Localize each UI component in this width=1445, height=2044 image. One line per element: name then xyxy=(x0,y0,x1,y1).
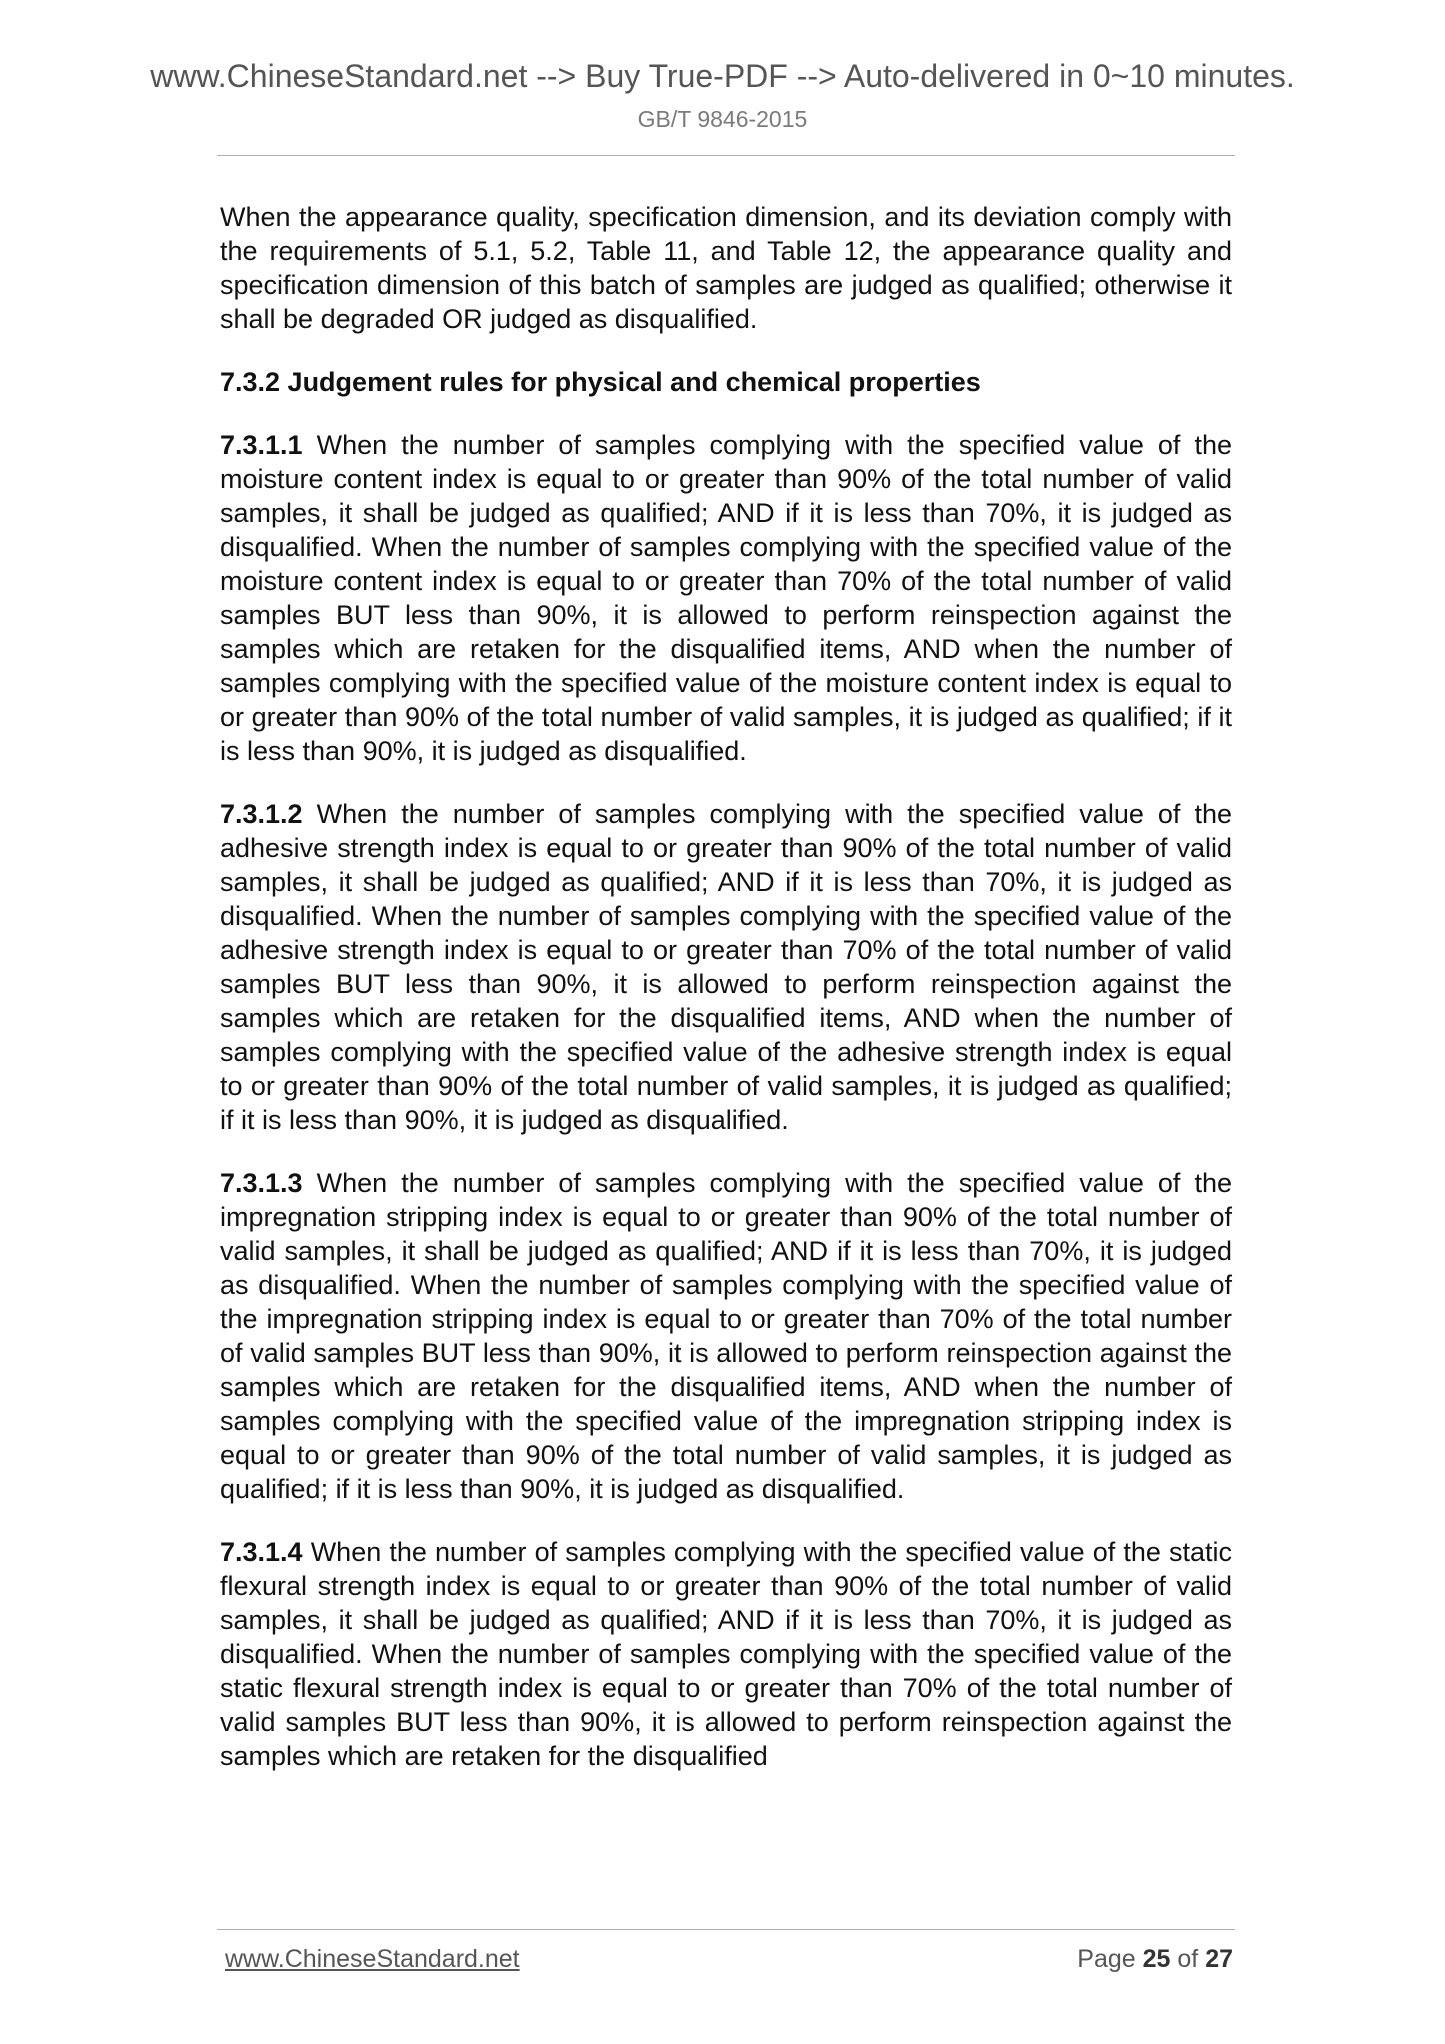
clause-7-3-1-3 xyxy=(220,1166,1232,1506)
header-banner[interactable]: www.ChineseStandard.net --> Buy True-PDF --> Auto-delivered in 0~10 minutes. xyxy=(150,58,1295,94)
footer-website-link[interactable]: www.ChineseStandard.net xyxy=(225,1945,520,1973)
clause-text: When the number of samples complying with the specified value of the adhesive strength index is equal to or greater than 90% of the total number of valid samples, it shall be judged as qualified; AND if it is less than 70%, it is judged as disqualified. When the number of samples complying with the specified value of the adhesive strength index is equal to or greater than 70% of the total number of valid samples BUT less than 90%, it is allowed to perform reinspection against the samples which are retaken for the disqualified items, AND when the number of samples complying with the specified value of the adhesive strength index is equal to or greater than 90% of the total number of valid samples, it is judged as qualified; if it is less than 90%, it is judged as disqualified. xyxy=(220,799,1232,1135)
clause-text: When the number of samples complying with the specified value of the static flexural strength index is equal to or greater than 90% of the total number of valid samples, it shall be judged as qualified; AND if it is less than 70%, it is judged as disqualified. When the number of samples complying with the specified value of the static flexural strength index is equal to or greater than 70% of the total number of valid samples BUT less than 90%, it is allowed to perform reinspection against the samples which are retaken for the disqualified xyxy=(220,1537,1232,1771)
page-total: 27 xyxy=(1205,1945,1233,1973)
clause-text: When the number of samples complying with the specified value of the impregnation stripping index is equal to or greater than 90% of the total number of valid samples, it shall be judged as qualified; AND if it is less than 70%, it is judged as disqualified. When the number of samples complying with the specified value of the impregnation stripping index is equal to or greater than 70% of the total number of valid samples BUT less than 90%, it is allowed to perform reinspection against the samples which are retaken for the disqualified items, AND when the number of samples complying with the specified value of the impregnation stripping index is equal to or greater than 90% of the total number of valid samples, it is judged as qualified; if it is less than 90%, it is judged as disqualified. xyxy=(220,1168,1232,1504)
clause-7-3-1-1 xyxy=(220,428,1232,768)
intro-paragraph: When the appearance quality, specification dimension, and its deviation comply with the requirements of 5.1, 5.2, Table 11, and Table 12, the appearance quality and specification dimension of this batch of samples are judged as qualified; otherwise it shall be degraded OR judged as disqualified. xyxy=(220,202,1232,334)
header-divider xyxy=(217,155,1235,156)
clause-number: 7.3.1.2 xyxy=(220,799,303,829)
clause-number: 7.3.1.4 xyxy=(220,1537,303,1567)
clause-text: When the number of samples complying with the specified value of the moisture content index is equal to or greater than 90% of the total number of valid samples, it shall be judged as qualified; AND if it is less than 70%, it is judged as disqualified. When the number of samples complying with the specified value of the moisture content index is equal to or greater than 70% of the total number of valid samples BUT less than 90%, it is allowed to perform reinspection against the samples which are retaken for the disqualified items, AND when the number of samples complying with the specified value of the moisture content index is equal to or greater than 90% of the total number of valid samples, it is judged as qualified; if it is less than 90%, it is judged as disqualified. xyxy=(220,430,1232,766)
section-heading: 7.3.2 Judgement rules for physical and chemical properties xyxy=(220,367,981,397)
page-separator: of xyxy=(1177,1945,1199,1973)
document-body xyxy=(220,200,1232,1802)
page-current: 25 xyxy=(1142,1945,1171,1973)
page-prefix: Page xyxy=(1077,1945,1136,1973)
clause-7-3-1-4 xyxy=(220,1535,1232,1773)
page-number xyxy=(1077,1945,1233,1974)
footer-divider xyxy=(217,1929,1235,1930)
clause-number: 7.3.1.1 xyxy=(220,430,303,460)
clause-7-3-1-2 xyxy=(220,797,1232,1137)
clause-number: 7.3.1.3 xyxy=(220,1168,303,1198)
standard-code: GB/T 9846-2015 xyxy=(637,106,808,132)
